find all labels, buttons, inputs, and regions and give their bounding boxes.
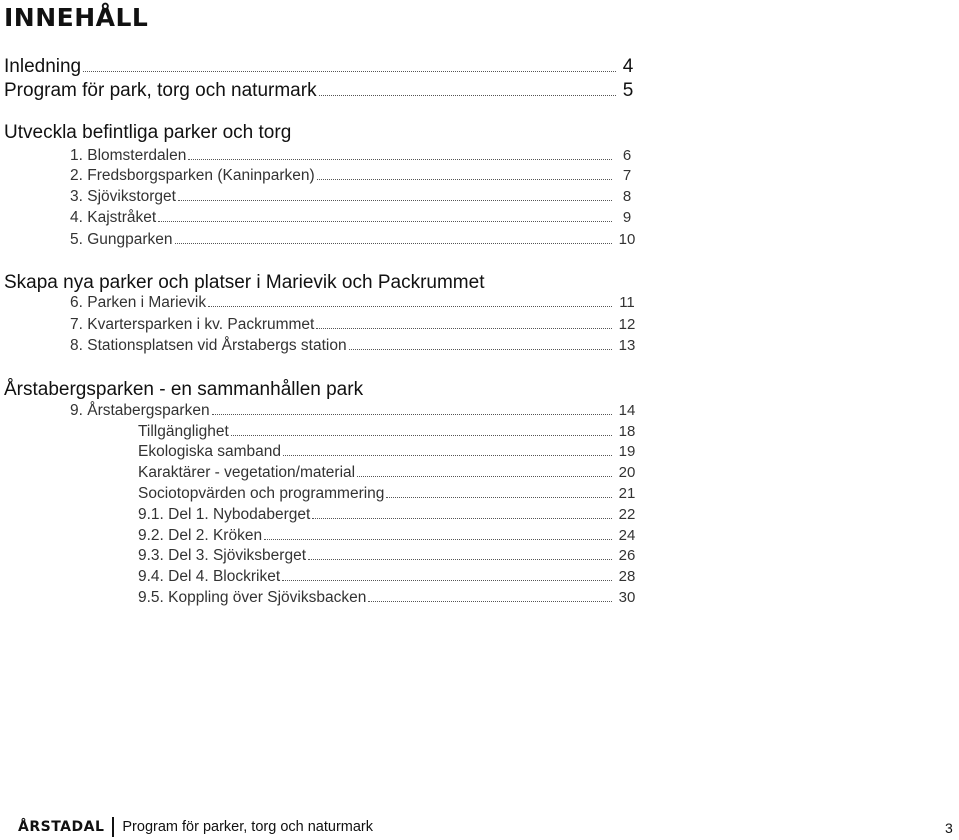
toc-entry-page: 4 xyxy=(622,56,634,77)
dot-leader xyxy=(386,497,612,498)
toc-entry-label: 1. Blomsterdalen xyxy=(70,147,187,164)
toc-entry-label: 9. Årstabergsparken xyxy=(70,402,210,419)
dot-leader xyxy=(317,179,612,180)
toc-entry-del3[interactable] xyxy=(138,547,642,565)
toc-entry-page: 7 xyxy=(622,167,632,184)
dot-leader xyxy=(319,95,616,96)
dot-leader xyxy=(231,435,612,436)
toc-entry-label: Sociotopvärden och programmering xyxy=(138,485,385,502)
section-heading-skapa: Skapa nya parker och platser i Marievik och Packrummet xyxy=(4,272,485,293)
toc-entry-label: 3. Sjövikstorget xyxy=(70,188,176,205)
toc-entry-label: 9.2. Del 2. Kröken xyxy=(138,527,263,544)
toc-entry-label: 7. Kvartersparken i kv. Packrummet xyxy=(70,316,315,333)
toc-entry-del1[interactable] xyxy=(138,506,642,524)
toc-entry-kvartersparken[interactable] xyxy=(70,316,642,334)
toc-entry-program[interactable] xyxy=(4,80,640,102)
page-title: INNEHÅLL xyxy=(4,3,149,32)
dot-leader xyxy=(212,414,612,415)
toc-entry-label: Ekologiska samband xyxy=(138,443,282,460)
toc-entry-page: 24 xyxy=(618,527,636,544)
dot-leader xyxy=(312,518,612,519)
dot-leader xyxy=(283,455,612,456)
toc-entry-page: 30 xyxy=(618,589,636,606)
dot-leader xyxy=(282,580,612,581)
toc-entry-page: 28 xyxy=(618,568,636,585)
toc-entry-label: 9.4. Del 4. Blockriket xyxy=(138,568,281,585)
toc-entry-karaktarer[interactable] xyxy=(138,464,642,482)
toc-entry-label: Tillgänglighet xyxy=(138,423,229,440)
brand-logo-text: ÅRSTADAL xyxy=(18,819,105,835)
toc-entry-page: 10 xyxy=(618,231,636,248)
toc-entry-fredsborgsparken[interactable] xyxy=(70,167,642,185)
toc-entry-label: Program för park, torg och naturmark xyxy=(4,80,317,101)
toc-entry-koppling[interactable] xyxy=(138,589,642,607)
toc-entry-del2[interactable] xyxy=(138,527,642,545)
toc-entry-label: 8. Stationsplatsen vid Årstabergs station xyxy=(70,337,347,354)
toc-entry-sociotopvarden[interactable] xyxy=(138,485,642,503)
toc-entry-label: Inledning xyxy=(4,56,82,77)
toc-entry-label: 9.3. Del 3. Sjöviksberget xyxy=(138,547,307,564)
section-heading-utveckla: Utveckla befintliga parker och torg xyxy=(4,122,292,143)
toc-entry-page: 12 xyxy=(618,316,636,333)
page-footer xyxy=(18,817,373,837)
toc-entry-page: 6 xyxy=(622,147,632,164)
dot-leader xyxy=(368,601,612,602)
toc-entry-page: 26 xyxy=(618,547,636,564)
section-heading-arstabergsparken: Årstabergsparken - en sammanhållen park xyxy=(4,379,364,400)
toc-entry-kajstraket[interactable] xyxy=(70,209,642,227)
footer-divider xyxy=(112,817,114,837)
toc-entry-page: 9 xyxy=(622,209,632,226)
toc-entry-label: 2. Fredsborgsparken (Kaninparken) xyxy=(70,167,315,184)
toc-entry-gungparken[interactable] xyxy=(70,231,642,249)
footer-document-title: Program för parker, torg och naturmark xyxy=(122,819,374,835)
toc-entry-label: 9.5. Koppling över Sjöviksbacken xyxy=(138,589,367,606)
toc-entry-arstabergsparken[interactable] xyxy=(70,402,642,420)
dot-leader xyxy=(83,71,616,72)
dot-leader xyxy=(175,243,612,244)
toc-entry-ekologiska-samband[interactable] xyxy=(138,443,642,461)
toc-entry-parken-marievik[interactable] xyxy=(70,294,642,312)
dot-leader xyxy=(357,476,612,477)
toc-entry-label: 4. Kajstråket xyxy=(70,209,157,226)
toc-entry-page: 22 xyxy=(618,506,636,523)
dot-leader xyxy=(264,539,612,540)
toc-entry-label: Karaktärer - vegetation/material xyxy=(138,464,356,481)
dot-leader xyxy=(349,349,612,350)
toc-entry-page: 20 xyxy=(618,464,636,481)
toc-entry-inledning[interactable] xyxy=(4,56,640,78)
toc-entry-page: 19 xyxy=(618,443,636,460)
dot-leader xyxy=(188,159,612,160)
toc-entry-label: 6. Parken i Marievik xyxy=(70,294,207,311)
toc-entry-page: 13 xyxy=(618,337,636,354)
dot-leader xyxy=(158,221,612,222)
toc-entry-del4[interactable] xyxy=(138,568,642,586)
dot-leader xyxy=(308,559,612,560)
dot-leader xyxy=(316,328,612,329)
toc-entry-label: 5. Gungparken xyxy=(70,231,173,248)
page-number: 3 xyxy=(945,820,953,836)
toc-entry-page: 14 xyxy=(618,402,636,419)
toc-entry-blomsterdalen[interactable] xyxy=(70,147,642,165)
toc-entry-page: 11 xyxy=(619,294,635,311)
toc-entry-page: 8 xyxy=(622,188,632,205)
dot-leader xyxy=(178,200,612,201)
toc-entry-stationsplatsen[interactable] xyxy=(70,337,642,355)
dot-leader xyxy=(208,306,612,307)
toc-entry-page: 5 xyxy=(622,80,634,101)
toc-entry-sjoviksttorget[interactable] xyxy=(70,188,642,206)
toc-entry-page: 18 xyxy=(618,423,636,440)
toc-entry-page: 21 xyxy=(618,485,636,502)
toc-entry-tillganglighet[interactable] xyxy=(138,423,642,441)
toc-entry-label: 9.1. Del 1. Nybodaberget xyxy=(138,506,311,523)
